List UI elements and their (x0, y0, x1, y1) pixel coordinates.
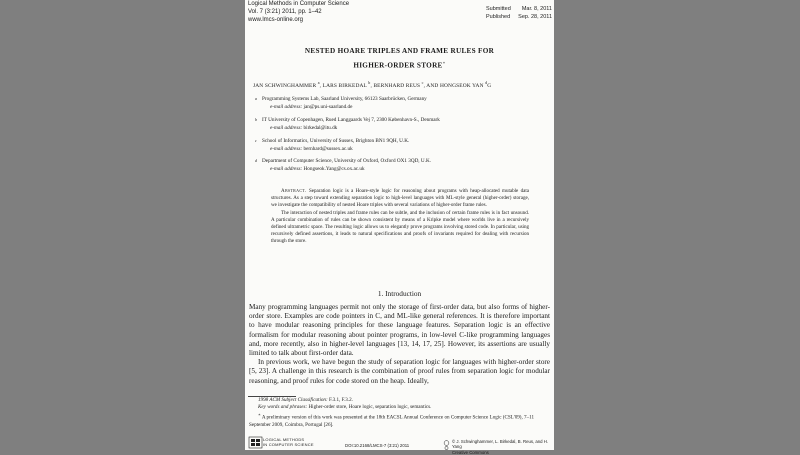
affiliation (255, 138, 545, 153)
author-mark: c (421, 80, 424, 85)
author-name: BERNHARD REUS (373, 82, 421, 89)
author-mark: b (368, 80, 371, 85)
intro-paragraph-1: Many programming languages permit not only the storage of first-order data, but also forms of higher-order store. Examples are code pointers in C, and ML-like general references. It is therefore important to have modular reasoning principles for these language features. Separation logic is an effective formalism for modular reasoning about pointer programs, in low-level C-like programming languages and, more recently, also in higher-level languages [13, 14, 17, 25]. However, its assertions are usually limited to talk about first-order data. (249, 303, 550, 358)
acm-classification-label: 1998 ACM Subject Classification: (258, 397, 328, 403)
affiliation-mark: a (255, 96, 257, 101)
email-label: e-mail address: (270, 124, 303, 131)
creative-commons-icon (442, 440, 451, 450)
author-trailing: G (487, 82, 492, 89)
title-line-2: HIGHER-ORDER STORE (353, 61, 443, 70)
author-separator: , (319, 82, 323, 89)
logo-line-1: LOGICAL METHODS (263, 437, 305, 442)
published-label: Published (486, 14, 511, 20)
email-label: e-mail address: (270, 145, 303, 152)
logo-line-2: IN COMPUTER SCIENCE (263, 442, 314, 447)
footnote-mark: ∗ (258, 412, 261, 417)
affiliation (255, 158, 545, 173)
preliminary-version-note: A preliminary version of this work was presented at the 18th EACSL Annual Conference on Computer Science Logic (CSL'09), 7–11 September 2009, Coimbra, Portugal [26]. (249, 414, 535, 428)
paper-title (245, 46, 554, 71)
introduction-body (249, 303, 550, 386)
lmcs-logo-text (263, 437, 314, 447)
author-mark: a (317, 80, 320, 85)
author-list (253, 80, 553, 89)
author-separator: , (370, 82, 374, 89)
section-heading: 1. Introduction (377, 289, 422, 298)
acm-classification-value: F.3.1, F.3.2. (328, 397, 353, 403)
author-name: HONGSEOK YAN (439, 82, 484, 89)
keywords-value: Higher-order store, Hoare logic, separation logic, semantics. (308, 404, 432, 410)
abstract-heading: Abstract. (281, 188, 307, 194)
journal-header (248, 0, 349, 24)
affiliation-address: Programming Systems Lab, Saarland University, 66123 Saarbrücken, Germany (262, 96, 427, 102)
abstract-paragraph-1: Separation logic is a Hoare-style logic for reasoning about programs with heap-allocated mutable data structures. As a step toward extending separation logic to high-level languages with ML-style general (higher-order) storage, we investigate the compatibility of nested Hoare triples with several variations of higher-order frame rules. (271, 188, 530, 209)
email-address: Hongseok.Yang@cs.ox.ac.uk (303, 165, 365, 172)
email-address: bernhard@sussex.ac.uk (303, 145, 353, 152)
intro-paragraph-2: In previous work, we have begun the study of separation logic for languages with higher-order store [5, 23]. A challenge in this research is the combination of proof rules from separation logic for modular reasoning, and proof rules for code stored on the heap. Ideally, (249, 358, 550, 385)
keywords-label: Key words and phrases: (258, 404, 308, 410)
affiliation-address: Department of Computer Science, University of Oxford, Oxford OX1 3QD, U.K. (262, 158, 431, 164)
affiliation (255, 117, 545, 132)
affiliation-mark: b (255, 117, 257, 122)
submitted-label: Submitted (486, 6, 511, 12)
email-label: e-mail address: (270, 103, 303, 110)
published-date: Sep. 28, 2011 (518, 14, 552, 20)
footnotes (249, 397, 549, 429)
email-address: jan@ps.uni-saarland.de (303, 103, 353, 110)
title-footnote-mark: ∗ (442, 60, 446, 65)
affiliation-mark: d (255, 158, 257, 163)
license-notice (452, 439, 554, 455)
submitted-date: Mar. 8, 2011 (521, 6, 552, 12)
doi: DOI:10.2168/LMCS-7 (3:21) 2011 (345, 443, 410, 448)
affiliation-mark: c (255, 138, 257, 143)
affiliation (255, 96, 545, 111)
author-separator: , AND (423, 82, 440, 89)
author-mark: d (485, 80, 488, 85)
submission-dates (486, 5, 552, 21)
affiliation-address: IT University of Copenhagen, Rued Langgaards Vej 7, 2300 København-S., Denmark (262, 117, 440, 123)
journal-name: Logical Methods in Computer Science (248, 1, 350, 7)
abstract (271, 188, 529, 246)
paper-page (245, 0, 554, 455)
email-address: birkedal@itu.dk (303, 124, 338, 131)
author-name: LARS BIRKEDAL (322, 82, 367, 89)
journal-website: www.lmcs-online.org (248, 17, 304, 23)
abstract-paragraph-2: The interaction of nested triples and frame rules can be subtle, and the inclusion of certain frame rules is in fact unsound. A particular combination of rules can be shown consistent by means of a Kripke model where worlds live in a recursively defined ultrametric space. The resulting logic allows us to elegantly prove programs involving stored code. In particular, using recursively defined assertions, it leads to natural specifications and proofs of invariants required for dealing with recursion through the store. (271, 209, 529, 245)
license-name: Creative Commons (452, 449, 489, 455)
journal-volume: Vol. 7 (3:21) 2011, pp. 1–42 (248, 9, 322, 15)
affiliation-address: School of Informatics, University of Sussex, Brighton BN1 9QH, U.K. (262, 138, 410, 144)
email-label: e-mail address: (270, 165, 303, 172)
author-name: JAN SCHWINGHAMMER (253, 82, 317, 89)
title-line-1: NESTED HOARE TRIPLES AND FRAME RULES FOR (304, 47, 495, 55)
copyright-holders: © J. Schwinghammer, L. Birkedal, B. Reus, and H. Yang (452, 439, 549, 450)
